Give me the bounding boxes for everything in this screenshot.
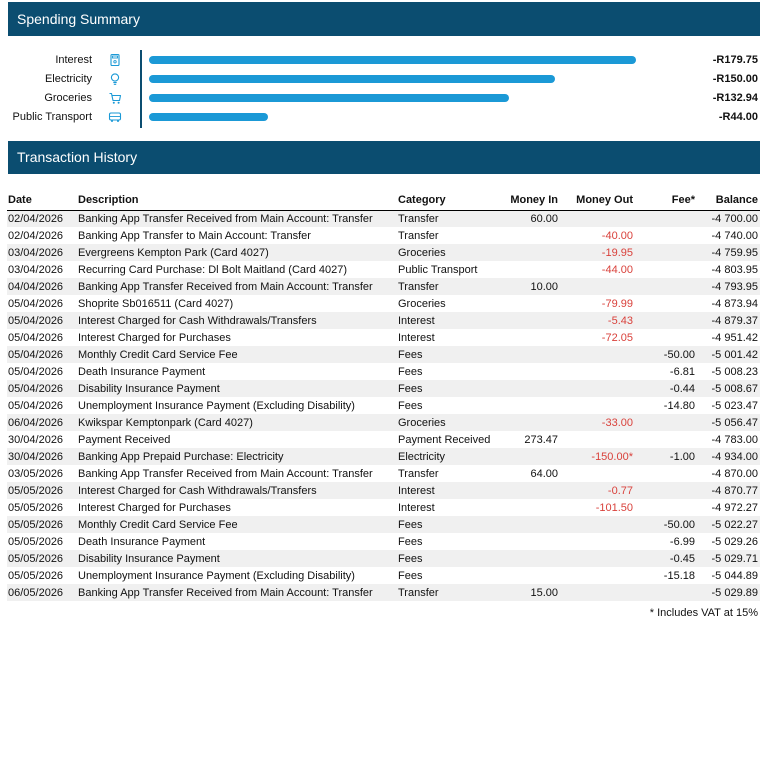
cell-description: Payment Received	[78, 433, 171, 446]
spending-bar	[149, 113, 268, 121]
cell-money-in: 15.00	[502, 584, 558, 601]
cell-balance: -4 783.00	[711, 433, 758, 446]
spending-amount: -R132.94	[712, 92, 758, 104]
cell-money-in	[502, 346, 558, 363]
cell-description: Banking App Transfer Received from Main Account: Transfer	[78, 584, 398, 601]
col-category-header: Category	[398, 193, 502, 210]
table-row	[7, 482, 760, 499]
cell-fee	[633, 261, 695, 278]
cell-balance: -4 700.00	[695, 210, 760, 227]
cell-date: 05/05/2026	[7, 516, 78, 533]
cell-date: 04/04/2026	[7, 278, 78, 295]
spending-bar	[149, 75, 555, 83]
cell-balance: -4 803.95	[711, 263, 758, 276]
cell-fee	[633, 414, 695, 431]
cell-balance: -5 044.89	[711, 569, 758, 582]
cell-money-out	[558, 431, 633, 448]
table-row	[7, 346, 760, 363]
cell-date: 03/05/2026	[8, 467, 64, 480]
cell-balance: -5 022.27	[695, 516, 760, 533]
table-row	[7, 244, 760, 261]
cell-money-out	[558, 533, 633, 550]
spending-amount: -R179.75	[712, 54, 758, 66]
col-money-out-header: Money Out	[558, 193, 633, 210]
cell-balance: -4 972.27	[711, 501, 758, 514]
cell-date: 05/05/2026	[8, 501, 64, 514]
spending-amount: -R150.00	[712, 73, 758, 85]
cell-balance: -4 759.95	[695, 244, 760, 261]
cell-date: 05/04/2026	[8, 297, 64, 310]
spending-label: Electricity	[44, 73, 92, 85]
cell-fee: -0.44	[633, 380, 695, 397]
cell-money-in	[502, 312, 558, 329]
table-row	[7, 397, 760, 414]
cell-money-in	[502, 227, 558, 244]
cell-category: Payment Received	[398, 433, 491, 446]
cell-category: Fees	[398, 535, 423, 548]
cell-money-out: -5.43	[558, 312, 633, 329]
cell-description: Banking App Transfer Received from Main Account: Transfer	[78, 467, 373, 480]
cell-date: 05/05/2026	[8, 535, 64, 548]
cell-description: Interest Charged for Purchases	[78, 501, 231, 514]
cell-fee	[633, 227, 695, 244]
cell-description: Disability Insurance Payment	[78, 380, 398, 397]
spending-row-public-transport	[0, 108, 768, 127]
cell-category: Transfer	[398, 467, 439, 480]
cell-category: Fees	[398, 365, 423, 378]
cell-money-in: 10.00	[502, 278, 558, 295]
cell-balance: -5 008.67	[695, 380, 760, 397]
cell-balance: -4 793.95	[695, 278, 760, 295]
cell-date: 05/04/2026	[7, 380, 78, 397]
cell-date: 30/04/2026	[7, 448, 78, 465]
cell-description: Disability Insurance Payment	[78, 550, 398, 567]
table-row	[7, 584, 760, 601]
cell-balance: -5 029.71	[695, 550, 760, 567]
cart-icon	[108, 91, 122, 105]
cell-money-out	[558, 346, 633, 363]
transaction-table	[7, 193, 760, 601]
cell-description: Recurring Card Purchase: Dl Bolt Maitland (Card 4027)	[78, 263, 348, 276]
cell-fee	[633, 244, 695, 261]
cell-category: Transfer	[398, 584, 502, 601]
transaction-rows	[7, 210, 760, 601]
spending-bar	[149, 94, 509, 102]
cell-money-in	[502, 448, 558, 465]
cell-fee	[633, 278, 695, 295]
cell-fee	[633, 329, 695, 346]
table-row	[7, 380, 760, 397]
cell-category: Fees	[398, 399, 423, 412]
spending-row-interest	[0, 51, 768, 70]
cell-fee	[633, 431, 695, 448]
cell-date: 05/04/2026	[8, 399, 64, 412]
cell-money-in	[502, 244, 558, 261]
cell-date: 02/04/2026	[7, 210, 78, 227]
cell-fee	[633, 499, 695, 516]
cell-fee: -6.99	[669, 535, 695, 548]
cell-description: Death Insurance Payment	[78, 535, 206, 548]
cell-money-in	[502, 380, 558, 397]
cell-money-out: -150.00*	[558, 448, 633, 465]
cell-money-out	[558, 550, 633, 567]
cell-category: Fees	[398, 346, 502, 363]
cell-description: Banking App Transfer Received from Main Account: Transfer	[78, 278, 398, 295]
cell-balance: -5 008.23	[711, 365, 758, 378]
table-row	[7, 465, 760, 482]
cell-money-out	[558, 210, 633, 227]
cell-fee: -15.18	[663, 569, 695, 582]
cell-category: Interest	[398, 482, 502, 499]
cell-balance: -5 029.89	[695, 584, 760, 601]
cell-money-in	[502, 550, 558, 567]
transaction-history-title: Transaction History	[17, 149, 138, 165]
cell-money-in: 60.00	[502, 210, 558, 227]
cell-description: Banking App Prepaid Purchase: Electricity	[78, 448, 398, 465]
col-balance-header: Balance	[695, 193, 760, 210]
cell-balance: -4 951.42	[711, 331, 758, 344]
cell-date: 02/04/2026	[8, 229, 64, 242]
table-row	[7, 363, 760, 380]
cell-fee: -50.00	[633, 516, 695, 533]
cell-date: 05/04/2026	[8, 331, 64, 344]
cell-money-in	[502, 329, 558, 346]
cell-fee	[633, 312, 695, 329]
cell-description: Interest Charged for Cash Withdrawals/Transfers	[78, 312, 398, 329]
cell-fee	[633, 584, 695, 601]
cell-date: 03/04/2026	[7, 244, 78, 261]
table-row	[7, 210, 760, 227]
cell-date: 30/04/2026	[8, 433, 64, 446]
cell-date: 05/04/2026	[8, 365, 64, 378]
cell-money-out	[558, 380, 633, 397]
cell-description: Banking App Transfer to Main Account: Transfer	[78, 229, 311, 242]
table-row	[7, 499, 760, 516]
cell-fee: -50.00	[633, 346, 695, 363]
cell-money-in	[502, 533, 558, 550]
cell-balance: -5 023.47	[711, 399, 758, 412]
calculator-icon	[108, 53, 122, 67]
cell-date: 05/04/2026	[7, 312, 78, 329]
cell-date: 05/05/2026	[7, 550, 78, 567]
cell-fee: -1.00	[633, 448, 695, 465]
table-row	[7, 414, 760, 431]
cell-date: 03/04/2026	[8, 263, 64, 276]
cell-date: 05/05/2026	[7, 482, 78, 499]
cell-money-out	[558, 567, 633, 584]
cell-balance: -5 029.26	[711, 535, 758, 548]
cell-category: Fees	[398, 516, 502, 533]
cell-money-in	[502, 482, 558, 499]
cell-balance: -4 879.37	[695, 312, 760, 329]
cell-category: Electricity	[398, 448, 502, 465]
table-row	[7, 261, 760, 278]
table-row	[7, 431, 760, 448]
cell-money-out: -19.95	[558, 244, 633, 261]
cell-money-in	[502, 516, 558, 533]
cell-money-in: 273.47	[524, 433, 558, 446]
cell-fee: -14.80	[663, 399, 695, 412]
cell-category: Fees	[398, 380, 502, 397]
col-date-header: Date	[7, 193, 78, 210]
cell-balance: -5 056.47	[695, 414, 760, 431]
cell-fee	[633, 210, 695, 227]
cell-description: Monthly Credit Card Service Fee	[78, 516, 398, 533]
spending-label: Interest	[55, 54, 92, 66]
spending-label: Groceries	[44, 92, 92, 104]
cell-money-out: -33.00	[558, 414, 633, 431]
cell-date: 05/05/2026	[8, 569, 64, 582]
cell-description: Shoprite Sb016511 (Card 4027)	[78, 297, 234, 310]
cell-money-in	[502, 414, 558, 431]
table-row	[7, 227, 760, 244]
cell-fee	[633, 465, 695, 482]
cell-money-out	[558, 397, 633, 414]
cell-balance: -4 873.94	[711, 297, 758, 310]
cell-money-out: -44.00	[601, 263, 633, 276]
cell-category: Public Transport	[398, 263, 478, 276]
cell-description: Unemployment Insurance Payment (Excluding Disability)	[78, 399, 355, 412]
vat-footnote: * Includes VAT at 15%	[649, 607, 758, 619]
cell-category: Groceries	[398, 414, 502, 431]
cell-money-out	[558, 465, 633, 482]
cell-category: Transfer	[398, 210, 502, 227]
cell-description: Banking App Transfer Received from Main Account: Transfer	[78, 210, 398, 227]
spending-summary-header	[8, 2, 760, 36]
cell-balance: -4 740.00	[711, 229, 758, 242]
cell-category: Groceries	[398, 297, 446, 310]
cell-description: Unemployment Insurance Payment (Excluding Disability)	[78, 569, 355, 582]
table-row	[7, 516, 760, 533]
cell-date: 05/04/2026	[7, 346, 78, 363]
cell-category: Fees	[398, 569, 423, 582]
cell-description: Monthly Credit Card Service Fee	[78, 346, 398, 363]
table-row	[7, 448, 760, 465]
cell-description: Interest Charged for Purchases	[78, 331, 231, 344]
spending-summary-title: Spending Summary	[17, 11, 140, 27]
cell-balance: -4 870.77	[695, 482, 760, 499]
cell-money-in	[502, 499, 558, 516]
cell-description: Kwikspar Kemptonpark (Card 4027)	[78, 414, 398, 431]
cell-money-in: 64.00	[530, 467, 558, 480]
spending-amount: -R44.00	[718, 111, 758, 123]
cell-money-out: -72.05	[601, 331, 633, 344]
cell-category: Transfer	[398, 229, 439, 242]
cell-fee: -6.81	[669, 365, 695, 378]
bus-icon	[108, 110, 122, 124]
table-row	[7, 533, 760, 550]
cell-category: Interest	[398, 501, 435, 514]
cell-date: 06/04/2026	[7, 414, 78, 431]
cell-category: Fees	[398, 550, 502, 567]
cell-money-in	[502, 567, 558, 584]
spending-bar	[149, 56, 636, 64]
spending-row-groceries	[0, 89, 768, 108]
col-money-in-header: Money In	[502, 193, 558, 210]
cell-category: Groceries	[398, 244, 502, 261]
cell-money-out	[558, 278, 633, 295]
cell-category: Interest	[398, 312, 502, 329]
cell-balance: -4 870.00	[711, 467, 758, 480]
cell-money-out	[558, 516, 633, 533]
col-fee-header: Fee*	[633, 193, 695, 210]
col-description-header: Description	[78, 193, 398, 210]
cell-money-out: -101.50	[595, 501, 633, 514]
cell-money-in	[502, 295, 558, 312]
cell-category: Transfer	[398, 278, 502, 295]
cell-description: Interest Charged for Cash Withdrawals/Transfers	[78, 482, 398, 499]
cell-fee	[633, 482, 695, 499]
table-row	[7, 329, 760, 346]
cell-category: Interest	[398, 331, 435, 344]
cell-money-out: -0.77	[558, 482, 633, 499]
cell-date: 06/05/2026	[7, 584, 78, 601]
table-row	[7, 312, 760, 329]
cell-money-in	[502, 261, 558, 278]
cell-money-in	[502, 363, 558, 380]
cell-balance: -5 001.42	[695, 346, 760, 363]
cell-fee	[633, 295, 695, 312]
table-row	[7, 295, 760, 312]
transaction-history-header	[8, 141, 760, 174]
cell-balance: -4 934.00	[695, 448, 760, 465]
table-row	[7, 550, 760, 567]
table-header-row	[7, 193, 760, 210]
cell-description: Death Insurance Payment	[78, 365, 206, 378]
spending-row-electricity	[0, 70, 768, 89]
lightbulb-icon	[108, 72, 122, 86]
table-row	[7, 567, 760, 584]
cell-money-out: -79.99	[601, 297, 633, 310]
cell-money-out: -40.00	[601, 229, 633, 242]
cell-fee: -0.45	[633, 550, 695, 567]
cell-money-in	[502, 397, 558, 414]
table-row	[7, 278, 760, 295]
cell-money-out	[558, 584, 633, 601]
cell-description: Evergreens Kempton Park (Card 4027)	[78, 244, 398, 261]
cell-money-out	[558, 363, 633, 380]
spending-label: Public Transport	[12, 111, 92, 123]
